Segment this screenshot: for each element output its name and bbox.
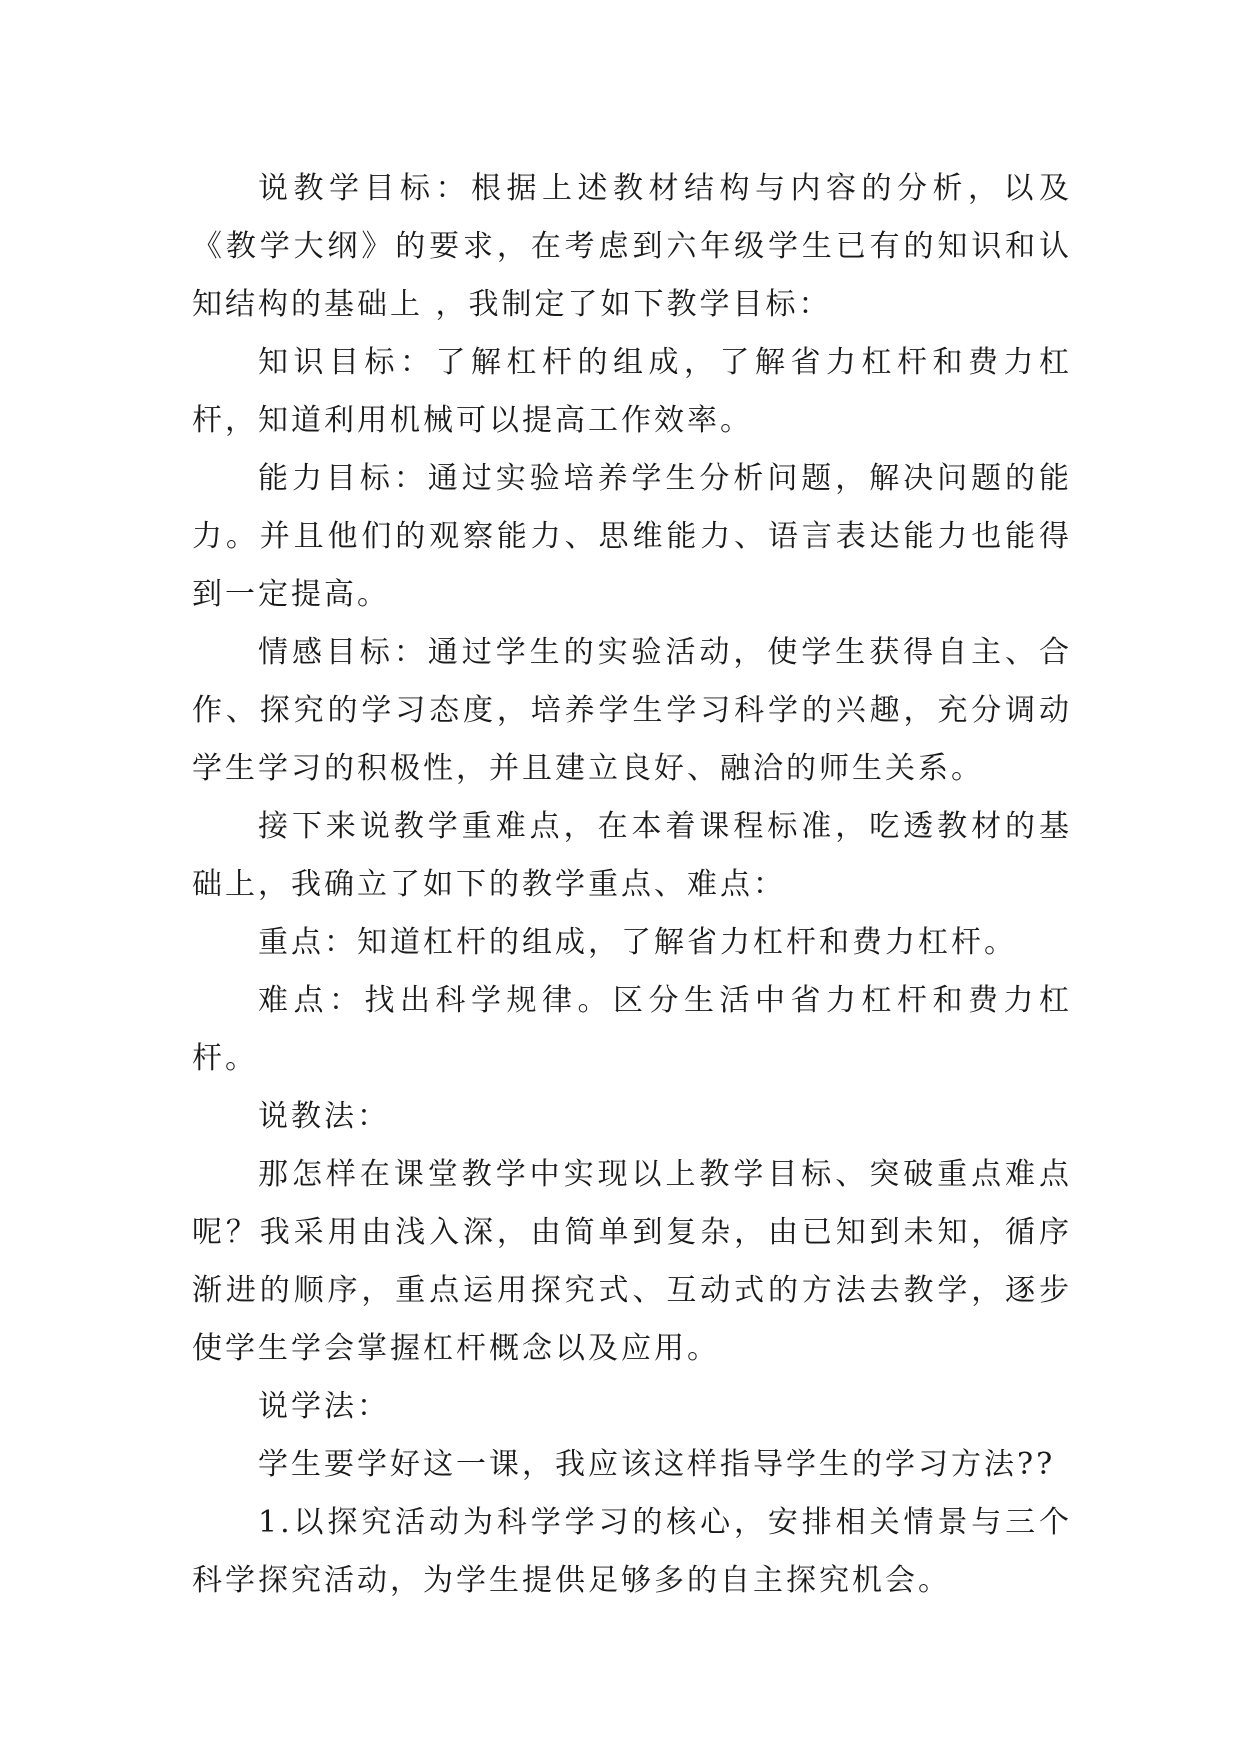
paragraph-key-difficult-points: 接下来说教学重难点，在本着课程标准，吃透教材的基础上，我确立了如下的教学重点、难点： xyxy=(192,809,1072,902)
paragraph-key-point: 重点：知道杠杆的组成，了解省力杠杆和费力杠杆。 xyxy=(258,925,1017,960)
paragraph-learning-method-intro: 学生要学好这一课，我应该这样指导学生的学习方法?? xyxy=(258,1447,1056,1482)
paragraph-difficult-point: 难点：找出科学规律。区分生活中省力杠杆和费力杠杆。 xyxy=(192,983,1072,1076)
heading-teaching-method: 说教法： xyxy=(258,1099,390,1134)
paragraph-ability-goal: 能力目标：通过实验培养学生分析问题，解决问题的能力。并且他们的观察能力、思维能力、语言表达能力也能得到一定提高。 xyxy=(192,461,1072,612)
paragraph-teaching-method: 那怎样在课堂教学中实现以上教学目标、突破重点难点呢？我采用由浅入深，由简单到复杂，由已知到未知，循序渐进的顺序，重点运用探究式、互动式的方法去教学，逐步使学生学会掌握杠杆概念以及应用。 xyxy=(192,1157,1072,1366)
heading-learning-method: 说学法： xyxy=(258,1389,390,1424)
paragraph-learning-method-1: 1.以探究活动为科学学习的核心，安排相关情景与三个科学探究活动，为学生提供足够多的自主探究机会。 xyxy=(192,1505,1072,1598)
document-body xyxy=(192,160,1072,1610)
paragraph-teaching-goals: 说教学目标：根据上述教材结构与内容的分析，以及《教学大纲》的要求，在考虑到六年级学生已有的知识和认知结构的基础上 ，我制定了如下教学目标： xyxy=(192,171,1072,322)
paragraph-knowledge-goal: 知识目标：了解杠杆的组成，了解省力杠杆和费力杠杆，知道利用机械可以提高工作效率。 xyxy=(192,345,1072,438)
paragraph-emotion-goal: 情感目标：通过学生的实验活动，使学生获得自主、合作、探究的学习态度，培养学生学习科学的兴趣，充分调动学生学习的积极性，并且建立良好、融洽的师生关系。 xyxy=(192,635,1072,786)
